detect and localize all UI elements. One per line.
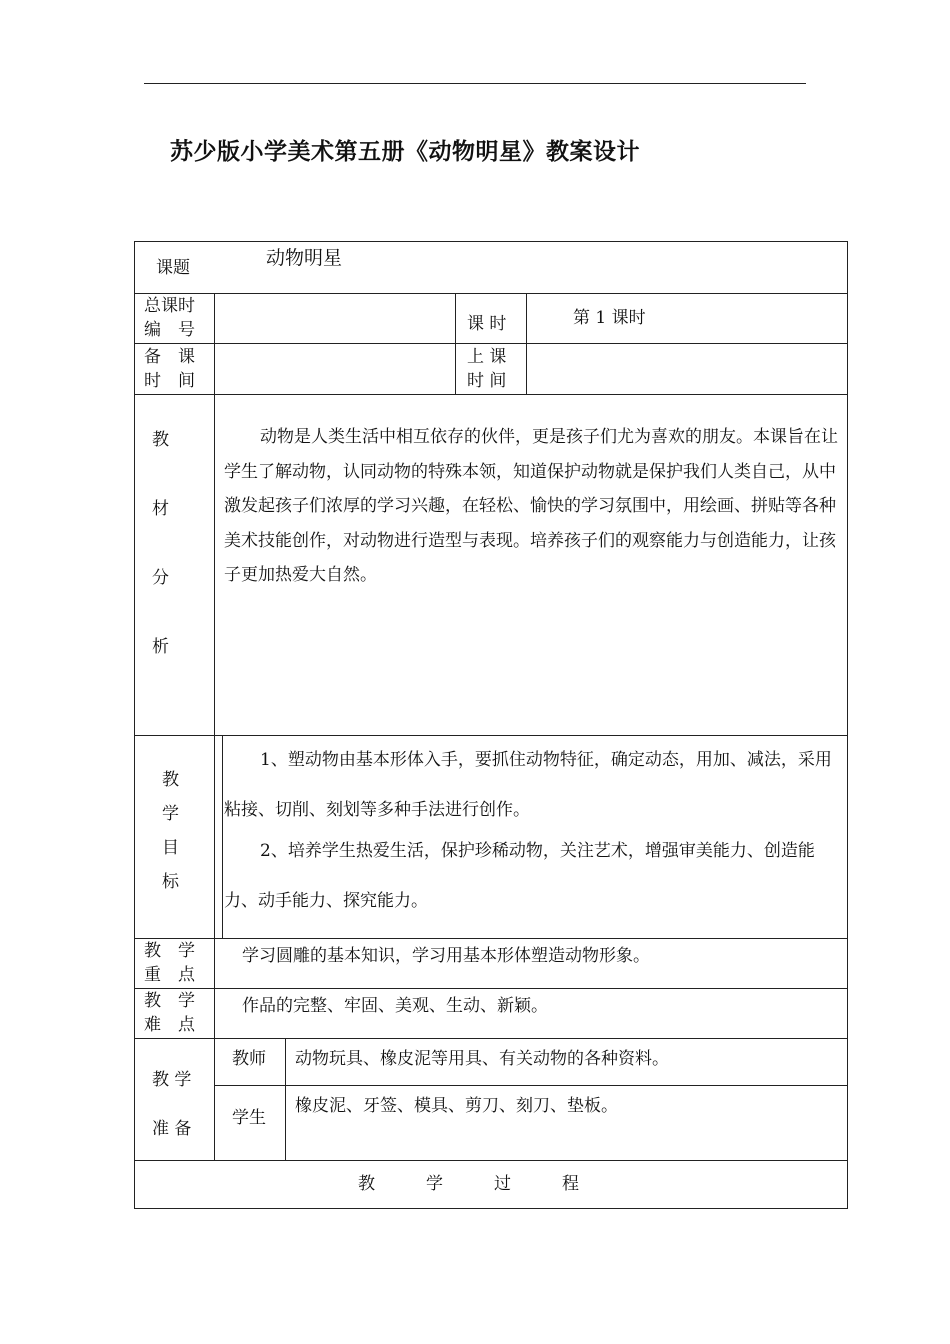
row-divider: [134, 938, 848, 939]
analysis-text: 动物是人类生活中相互依存的伙伴，更是孩子们尤为喜欢的朋友。本课旨在让学生了解动物，认同动物的特殊本领，知道保护动物就是保护我们人类自己，从中激发起孩子们浓厚的学习兴趣，在轻松、愉快的学习氛围中，用绘画、拼贴等各种美术技能创作，对动物进行造型与表现。培养孩子们的观察能力与创造能力，让孩子更加热爱大自然。: [224, 427, 838, 585]
analysis-label-3: 分: [152, 568, 169, 588]
col-divider: [285, 1038, 286, 1161]
key-point-text: 学习圆雕的基本知识，学习用基本形体塑造动物形象。: [242, 946, 650, 966]
row-divider: [134, 1038, 848, 1039]
period-label: 课 时: [467, 314, 507, 334]
teacher-label: 教师: [232, 1049, 266, 1069]
table-border-top: [134, 241, 848, 242]
student-text: 橡皮泥、牙签、模具、剪刀、刻刀、垫板。: [295, 1096, 618, 1116]
total-lesson-label: 总课时 编 号: [144, 296, 195, 340]
prep-time-label: 备 课 时 间: [144, 347, 195, 391]
row-divider: [134, 988, 848, 989]
student-label: 学生: [232, 1108, 266, 1128]
lesson-plan-table: [134, 241, 848, 1209]
analysis-label-4: 析: [152, 637, 169, 657]
class-time-label: 上 课 时 间: [467, 347, 507, 391]
teacher-text: 动物玩具、橡皮泥等用具、有关动物的各种资料。: [295, 1049, 669, 1069]
col-divider: [455, 293, 456, 395]
goal-item-1: 1、塑动物由基本形体入手，要抓住动物特征，确定动态，用加、减法，采用粘接、切削、刻划等多种手法进行创作。: [224, 750, 832, 820]
col-divider: [214, 293, 215, 1161]
prep-label-2: 准 备: [152, 1119, 192, 1139]
table-border-left: [134, 241, 135, 1209]
row-divider: [134, 394, 848, 395]
table-border-bottom: [134, 1208, 848, 1209]
difficulty-text: 作品的完整、牢固、美观、生动、新颖。: [242, 996, 548, 1016]
row-divider: [134, 343, 848, 344]
goals-label-2: 学: [162, 804, 179, 824]
col-divider: [222, 735, 223, 939]
row-divider: [134, 1160, 848, 1161]
goals-label-1: 教: [162, 770, 179, 790]
goals-label-3: 目: [162, 838, 179, 858]
row-divider: [214, 1085, 848, 1086]
goals-label-4: 标: [162, 872, 179, 892]
table-border-right: [847, 241, 848, 1209]
page-title: 苏少版小学美术第五册《动物明星》教案设计: [170, 138, 640, 165]
col-divider: [526, 293, 527, 395]
key-point-label: 教 学 重 点: [144, 941, 195, 985]
prep-label-1: 教 学: [152, 1070, 192, 1090]
goal-item-2: 2、培养学生热爱生活，保护珍稀动物，关注艺术，增强审美能力、创造能力、动手能力、探究能力。: [224, 841, 815, 911]
analysis-label-1: 教: [152, 430, 169, 450]
header-rule: [144, 83, 806, 84]
analysis-label-2: 材: [152, 499, 169, 519]
process-label: 教 学 过 程: [358, 1174, 579, 1194]
row-divider: [134, 293, 848, 294]
difficulty-label: 教 学 难 点: [144, 991, 195, 1035]
topic-value: 动物明星: [266, 247, 343, 269]
topic-label: 课题: [156, 258, 190, 278]
period-value: 第 1 课时: [573, 308, 646, 328]
